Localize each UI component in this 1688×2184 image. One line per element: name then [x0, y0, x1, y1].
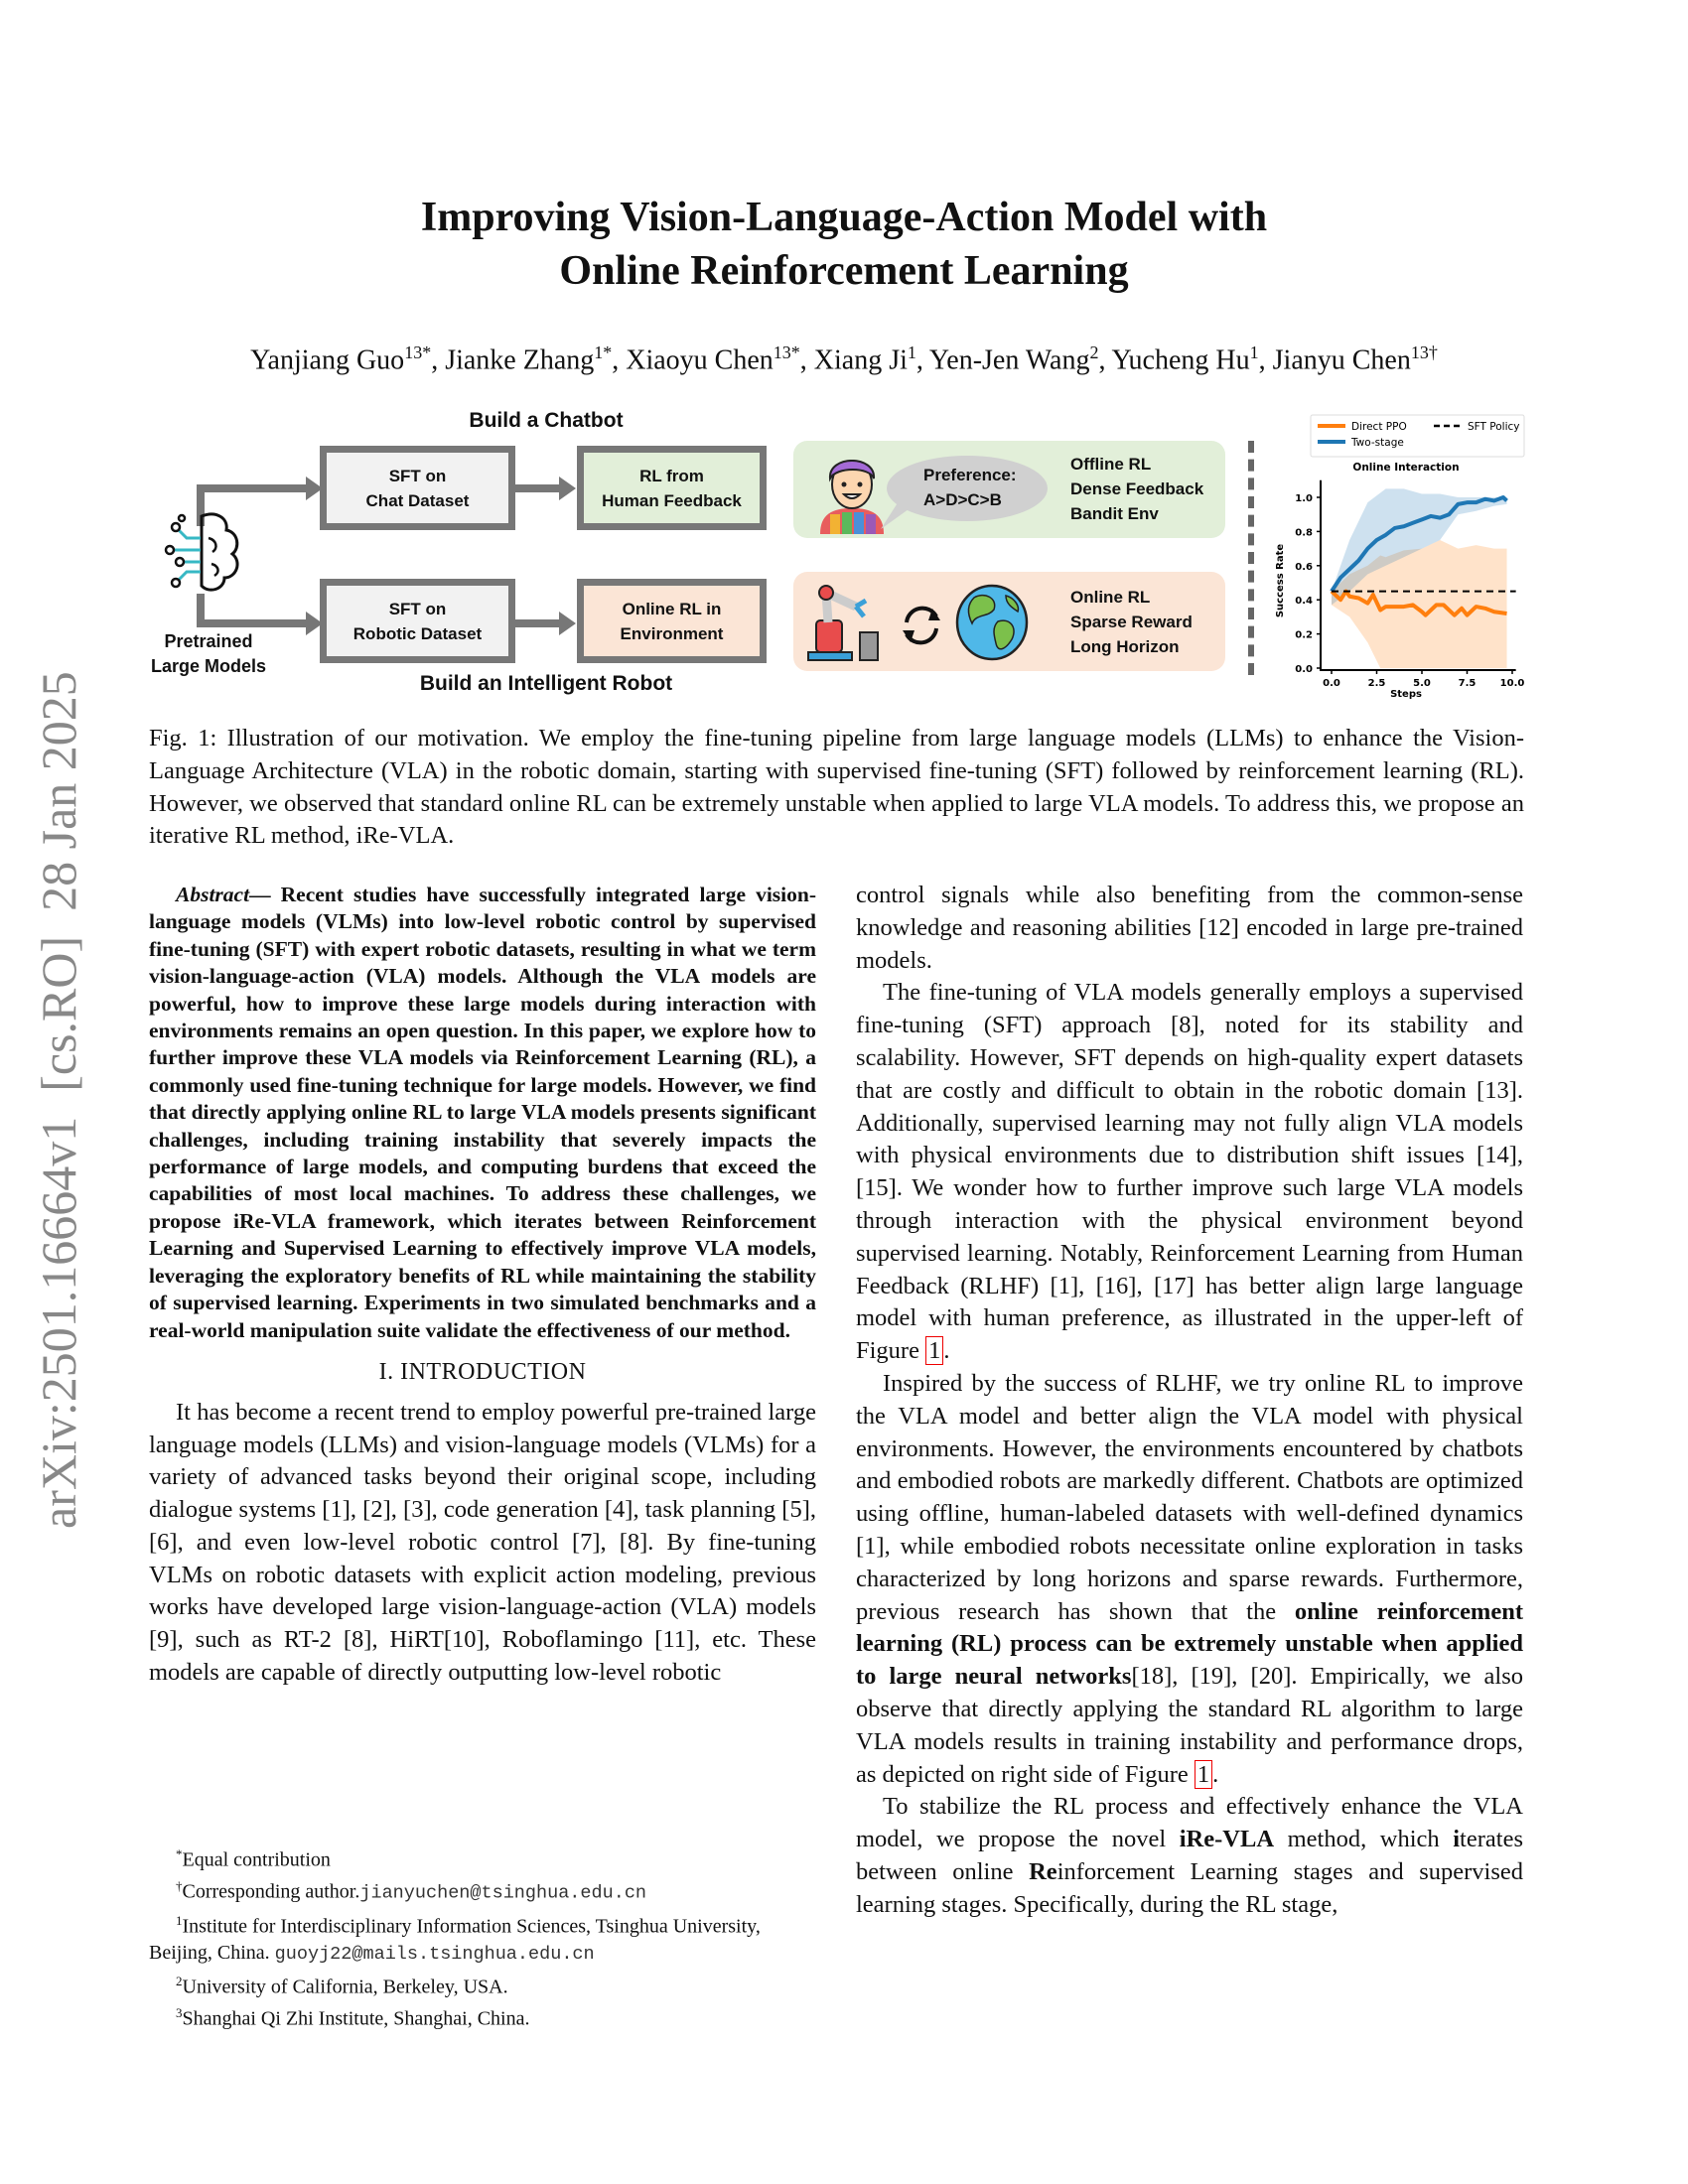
speech-bubble-tail	[879, 501, 909, 531]
figure-ref-link[interactable]: 1	[1195, 1760, 1212, 1789]
footnotes	[149, 1842, 816, 2033]
author-affiliation: 1	[1249, 342, 1259, 362]
cycle-arrows-icon	[897, 601, 946, 650]
footnote-corresponding	[149, 1873, 816, 1907]
y-tick-label: 0.4	[1295, 596, 1313, 608]
x-axis-label: Steps	[1390, 689, 1422, 700]
body-paragraph: control signals while also benefiting from the common-sense knowledge and reasoning abilities [12] encoded in large pre-trained models.	[856, 882, 1523, 974]
footnote-text: Equal contribution	[182, 1848, 331, 1871]
box-text: RL from	[639, 466, 704, 485]
y-tick-label: 0.2	[1295, 629, 1313, 641]
paragraph-text: .	[943, 1337, 950, 1365]
build-robot-heading: Build an Intelligent Robot	[419, 672, 673, 695]
box-text: SFT on	[388, 599, 447, 618]
author-affiliation: 13†	[1410, 342, 1438, 362]
box-text: SFT on	[388, 466, 447, 485]
footnote-mark: 3	[176, 2005, 183, 2021]
footnote-affiliation-1	[149, 1908, 816, 1969]
abstract-label: Abstract	[176, 883, 250, 906]
footnote-text: University of California, Berkeley, USA.	[182, 1976, 508, 1998]
figure-caption: Fig. 1: Illustration of our motivation. We employ the fine-tuning pipeline from large language models (LLMs) to enhance the Vision-Language Architecture (VLA) in the robotic domain, starting with supervised fine-tuning (SFT) followed by reinforcement learning (RL). However, we observed that standard online RL can be extremely unstable when applied to large VLA models. To address this, we propose an iterative RL method, iRe-VLA.	[149, 725, 1524, 850]
build-chatbot-heading: Build a Chatbot	[469, 409, 624, 432]
box-text: Online RL in	[622, 599, 722, 618]
paragraph-text: The fine-tuning of VLA models generally employs a supervised fine-tuning (SFT) approach [8], noted for its stability and scalability. However, SFT depends on high-quality expert datasets that are costly and difficult to obtain in the robotic domain [13]. Additionally, supervised learning may not fully align VLA models with physical environments due to distribution shift issues [14], [15]. We wonder how to further improve such large VLA models through interaction with the physical environment beyond supervised learning. Notably, Reinforcement Learning from Human Feedback (RLHF) [1], [16], [17] has better align large language model with human preference, as illustrated in the upper-left of Figure	[856, 979, 1523, 1365]
intro-paragraph: It has become a recent trend to employ powerful pre-trained large language models (LLMs) and vision-language models (VLMs) for a variety of advanced tasks beyond their original scope, including dialogue systems [1], [2], [3], code generation [4], task planning [5], [6], and even low-level robotic control [7], [8]. By fine-tuning VLMs on robotic datasets with explicit action modeling, previous works have developed large vision-language-action (VLA) models [9], such as RT-2 [8], HiRT[10], Roboflamingo [11], etc. These models are capable of directly outputting low-level robotic	[149, 1398, 816, 1687]
author-affiliation: 13*	[773, 342, 800, 362]
paragraph-text: inforcement Learning stages and supervised learning stages. Specifically, during the RL stage,	[856, 1857, 1523, 1918]
preference-bubble-text	[923, 463, 1017, 512]
author: Yen-Jen Wang	[928, 344, 1090, 376]
email-link[interactable]: jianyuchen@tsinghua.edu.cn	[359, 1883, 647, 1905]
footnote-text: Institute for Interdisciplinary Information Sciences, Tsinghua University, Beijing, China.	[149, 1915, 761, 1965]
author: Xiang Ji	[813, 344, 908, 376]
footnote-mark: †	[176, 1878, 183, 1894]
trait: Bandit Env	[1070, 504, 1159, 523]
left-column	[149, 882, 816, 1690]
x-tick-label: 0.0	[1323, 678, 1340, 689]
author: Jianke Zhang	[445, 344, 595, 376]
trait: Dense Feedback	[1070, 479, 1204, 498]
pretrained-models-label	[129, 629, 288, 679]
y-tick-label: 0.8	[1295, 527, 1313, 539]
label-line: Large Models	[150, 656, 267, 676]
footnote-text: Corresponding author.	[182, 1881, 360, 1904]
robot-arm-icon	[806, 581, 891, 662]
chart-title: Online Interaction	[1352, 462, 1460, 474]
x-tick-label: 10.0	[1499, 678, 1525, 689]
body-paragraph	[856, 977, 1523, 1368]
abstract	[149, 882, 816, 1344]
author-list: Yanjiang Guo$^{13*}$, Jianke Zhang$^{1*}$, Xiaoyu Chen$^{13*}$, Xiang Ji$^1$, Yen-Jen Wang$^2$, Yucheng Hu$^1$, Jianyu Chen$^{13\dagger}$	[250, 342, 1438, 376]
sft-chat-box	[320, 446, 515, 530]
y-tick-label: 0.0	[1295, 664, 1313, 675]
body-paragraph	[856, 1368, 1523, 1791]
legend-label: Direct PPO	[1351, 421, 1407, 433]
online-interaction-chart	[1261, 407, 1539, 705]
trait: Online RL	[1070, 588, 1151, 607]
paragraph-text: terates between online	[856, 1826, 1523, 1885]
chatbot-traits	[1070, 452, 1203, 526]
legend-label: Two-stage	[1351, 437, 1404, 449]
legend-label: SFT Policy	[1468, 421, 1520, 433]
rlhf-box	[577, 446, 767, 530]
bubble-line: Preference:	[923, 466, 1017, 484]
trait: Offline RL	[1070, 455, 1152, 474]
footnote-affiliation-2	[149, 1969, 816, 2000]
box-text: Chat Dataset	[365, 490, 470, 510]
author: Jianyu Chen	[1272, 344, 1411, 376]
paper-title	[0, 191, 1688, 298]
trait: Long Horizon	[1070, 637, 1180, 656]
trait: Sparse Reward	[1070, 613, 1193, 631]
emphasis-text: Re	[1029, 1857, 1057, 1885]
footnote-text: Shanghai Qi Zhi Institute, Shanghai, China.	[182, 2007, 530, 2030]
online-rl-box	[577, 579, 767, 663]
robot-traits	[1070, 585, 1193, 659]
arxiv-stamp: arXiv:2501.16664v1 [cs.RO] 28 Jan 2025	[31, 671, 86, 1529]
emphasis-text: i	[1453, 1826, 1461, 1853]
footnote-mark: 1	[176, 1912, 183, 1928]
right-column	[856, 880, 1523, 1922]
title-line-2: Online Reinforcement Learning	[559, 248, 1129, 294]
brain-icon	[157, 508, 246, 598]
figure-ref-link[interactable]: 1	[925, 1336, 943, 1365]
paragraph-text: To stabilize the RL process and effectively enhance the VLA model, we propose the novel	[856, 1793, 1523, 1853]
box-text: Human Feedback	[602, 490, 742, 510]
email-link[interactable]: guoyj22@mails.tsinghua.edu.cn	[274, 1944, 595, 1966]
box-text: Robotic Dataset	[352, 623, 483, 643]
divider-dashed	[1248, 441, 1254, 675]
title-line-1: Improving Vision-Language-Action Model with	[420, 195, 1268, 240]
author: Xiaoyu Chen	[626, 344, 774, 376]
label-line: Pretrained	[164, 631, 253, 651]
footnote-equal	[149, 1842, 816, 1873]
paragraph-text: Inspired by the success of RLHF, we try online RL to improve the VLA model and better align the VLA model with physical environments. However, the environments encountered by chatbots and embodied robots are markedly different. Chatbots are optimized using offline, human-labeled datasets with well-defined dynamics [1], while embodied robots necessitate online exploration in tasks characterized by long horizons and sparse rewards. Furthermore, previous research has shown that the	[856, 1369, 1523, 1625]
paragraph-text: .	[1212, 1760, 1219, 1788]
y-axis-label: Success Rate	[1275, 543, 1286, 618]
footnote-mark: 2	[176, 1973, 183, 1988]
author-affiliation: 1*	[594, 342, 613, 362]
x-tick-label: 7.5	[1458, 678, 1477, 689]
emphasis-text: online reinforcement learning (RL) process can be extremely unstable when applied to large neural networks	[856, 1597, 1524, 1691]
x-tick-label: 5.0	[1413, 678, 1431, 689]
author: Yucheng Hu	[1111, 344, 1250, 376]
abstract-text: — Recent studies have successfully integrated large vision-language models (VLMs) into low-level robotic control by supervised fine-tuning (SFT) with expert robotic datasets, resulting in what we term vision-language-action (VLA) models. Although the VLA models are powerful, how to improve these large models during interaction with environments remains an open question. In this paper, we explore how to further improve these VLA models via Reinforcement Learning (RL), a commonly used fine-tuning technique for large models. However, we find that directly applying online RL to large VLA models presents significant challenges, including training instability that severely impacts the performance of large models, and computing burdens that exceed the capabilities of most local machines. To address these challenges, we propose iRe-VLA framework, which iterates between Reinforcement Learning and Supervised Learning to effectively improve VLA models, leveraging the exploratory benefits of RL while maintaining the stability of supervised learning. Experiments in two simulated benchmarks and a real-world manipulation suite validate the effectiveness of our method.	[149, 883, 816, 1342]
section-heading-introduction: I. INTRODUCTION	[378, 1358, 587, 1385]
x-tick-label: 2.5	[1367, 678, 1386, 689]
method-name: iRe-VLA	[1179, 1826, 1275, 1853]
footnote-mark: *	[176, 1846, 183, 1861]
author: Yanjiang Guo	[250, 344, 405, 376]
bubble-line: A>D>C>B	[923, 490, 1002, 509]
globe-icon	[954, 584, 1030, 661]
box-text: Environment	[620, 623, 724, 643]
y-tick-label: 1.0	[1295, 493, 1313, 504]
paragraph-text: method, which	[1274, 1826, 1454, 1853]
author-affiliation: 2	[1089, 342, 1099, 362]
y-tick-label: 0.6	[1295, 561, 1313, 573]
paragraph-text: [18], [19], [20]. Empirically, we also observe that directly applying the standard RL algorithm to large VLA models results in training instability and performance drops, as depicted on right side of Figure	[856, 1663, 1523, 1788]
body-paragraph	[856, 1791, 1523, 1921]
author-affiliation: 13*	[404, 342, 432, 362]
footnote-affiliation-3	[149, 2000, 816, 2032]
author-affiliation: 1	[907, 342, 916, 362]
sft-robot-box	[320, 579, 515, 663]
